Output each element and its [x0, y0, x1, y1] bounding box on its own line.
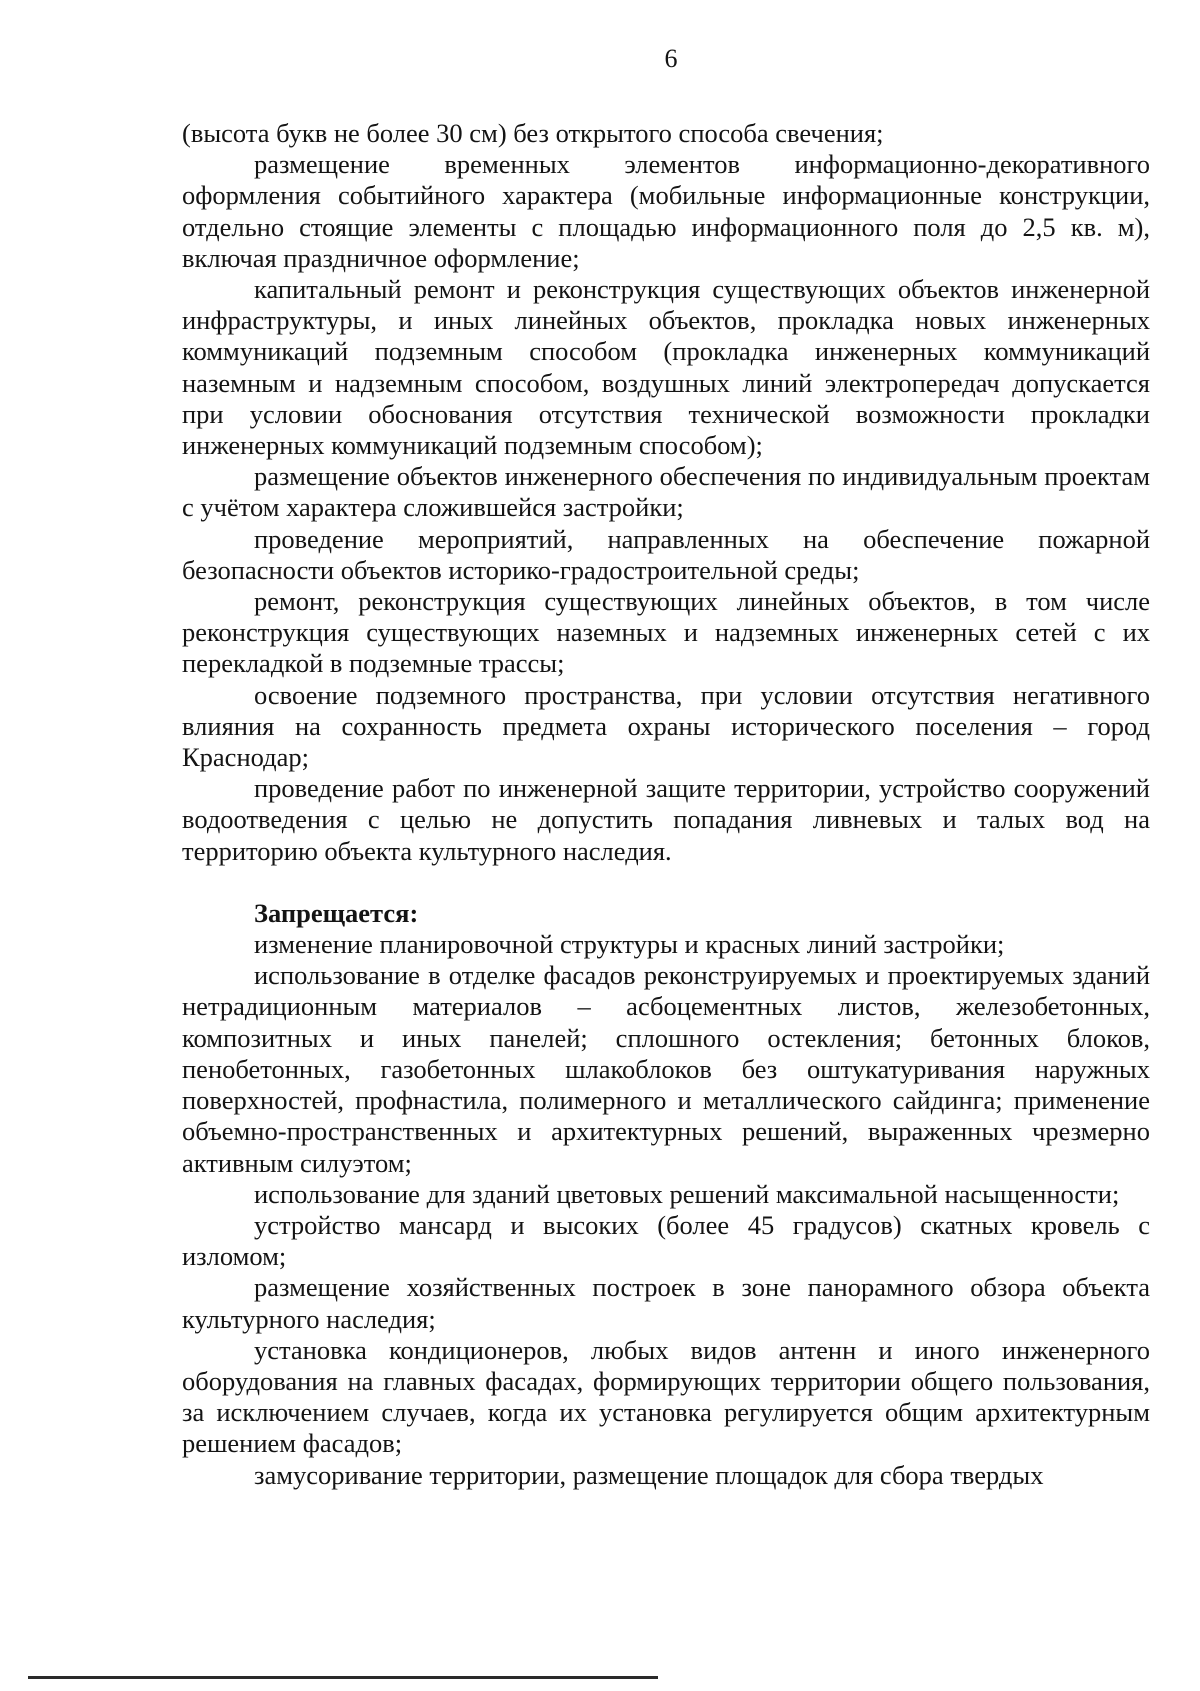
paragraph-prohibited-air-conditioners: установка кондиционеров, любых видов антенн и иного инженерного оборудования на главных фасадах, формирующих территории общего пользования, за исключением случаев, когда их установка регулируется общим архитектурным решением фасадов;: [182, 1334, 1150, 1459]
paragraph-allowed-temporary-decor: размещение временных элементов информационно-декоративного оформления событийного характера (мобильные информационные конструкции, отдельно стоящие элементы с площадью информационного поля до 2,5 кв. м), включая праздничное оформление;: [182, 149, 1150, 273]
paragraph-allowed-capital-repair: капитальный ремонт и реконструкция существующих объектов инженерной инфраструктуры, и иных линейных объектов, прокладка новых инженерных коммуникаций подземным способом (прокладка инженерных коммуникаций наземным и надземным способом, воздушных линий электропередач допускается при условии обоснования отсутствия технической возможности прокладки инженерных коммуникаций подземным способом);: [182, 274, 1150, 461]
paragraph-prohibited-facade-materials: использование в отделке фасадов реконструируемых и проектируемых зданий нетрадиционным материалов – асбоцементных листов, железобетонных, композитных и иных панелей; сплошного остекления; бетонных блоков, пенобетонных, газобетонных шлакоблоков без оштукатуривания наружных поверхностей, профнастила, полимерного и металлического сайдинга; применение объемно-пространственных и архитектурных решений, выраженных чрезмерно активным силуэтом;: [182, 960, 1150, 1178]
paragraph-allowed-fire-safety: проведение мероприятий, направленных на обеспечение пожарной безопасности объектов историко-градостроительной среды;: [182, 523, 1150, 585]
paragraph-allowed-engineering-objects: размещение объектов инженерного обеспечения по индивидуальным проектам с учётом характера сложившейся застройки;: [182, 461, 1150, 523]
paragraph-allowed-underground-space: освоение подземного пространства, при условии отсутствия негативного влияния на сохранность предмета охраны исторического поселения – город Краснодар;: [182, 679, 1150, 773]
paragraph-continuation: (высота букв не более 30 см) без открытого способа свечения;: [182, 118, 884, 148]
paragraph-prohibited-outbuildings: размещение хозяйственных построек в зоне панорамного обзора объекта культурного наследия;: [182, 1272, 1150, 1334]
document-body: [182, 118, 1150, 1491]
paragraph-prohibited-planning-structure: изменение планировочной структуры и красных линий застройки;: [254, 929, 1005, 960]
section-heading-prohibited: Запрещается:: [254, 897, 419, 928]
footer-divider: [28, 1676, 658, 1679]
paragraph-allowed-linear-objects: ремонт, реконструкция существующих линейных объектов, в том числе реконструкция существующих наземных и надземных инженерных сетей с их перекладкой в подземные трассы;: [182, 586, 1150, 679]
paragraph-prohibited-color-saturation: использование для зданий цветовых решений максимальной насыщенности;: [254, 1178, 1120, 1209]
page-number: 6: [664, 44, 678, 73]
paragraph-prohibited-mansards: устройство мансард и высоких (более 45 градусов) скатных кровель с изломом;: [182, 1209, 1150, 1272]
paragraph-allowed-engineering-protection: проведение работ по инженерной защите территории, устройство сооружений водоотведения с целью не допустить попадания ливневых и талых вод на территорию объекта культурного наследия.: [182, 773, 1150, 866]
paragraph-prohibited-littering: замусоривание территории, размещение площадок для сбора твердых: [254, 1459, 1044, 1490]
